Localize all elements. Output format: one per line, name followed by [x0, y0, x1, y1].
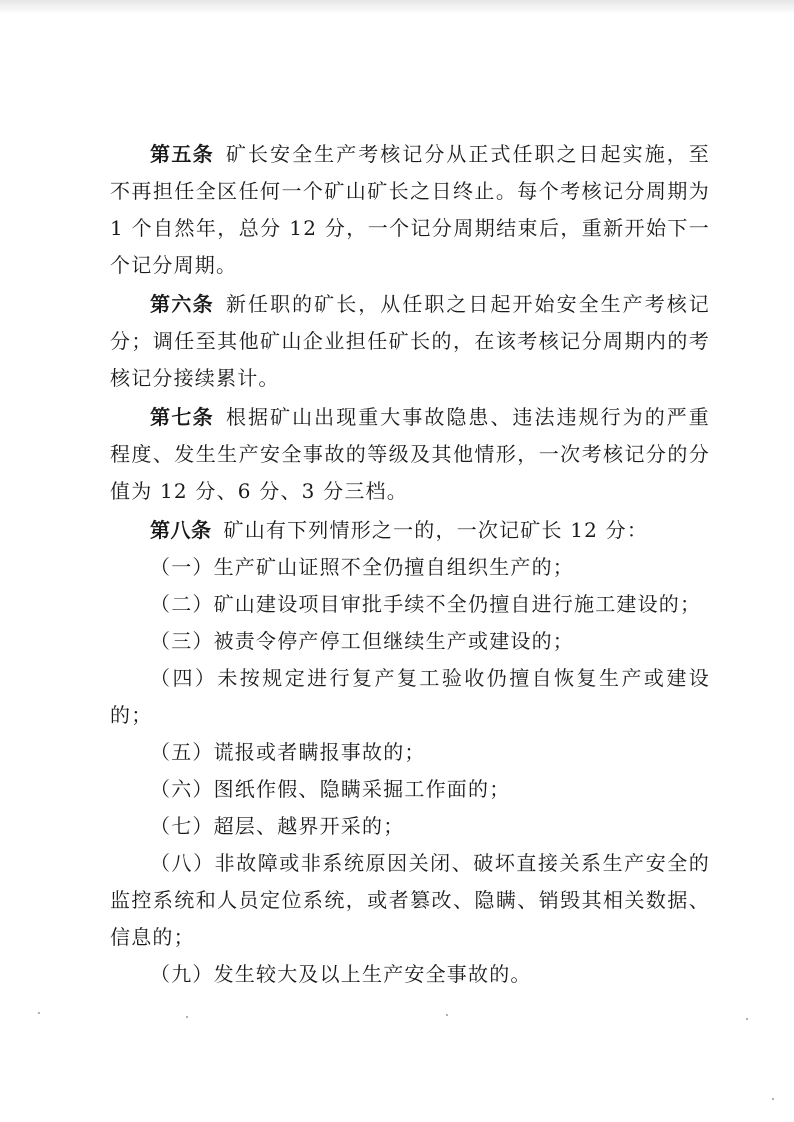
list-item: （九）发生较大及以上生产安全事故的。 [150, 962, 532, 986]
scan-speck [186, 1016, 188, 1018]
article-8 [110, 512, 710, 549]
article-5 [110, 136, 710, 284]
article-text: 新任职的矿长，从任职之日起开始安全生产考核记分；调任至其他矿山企业担任矿长的，在该考核记分周期内的考核记分接续累计。 [110, 292, 710, 390]
scan-speck [446, 1014, 448, 1016]
article-7 [110, 399, 710, 510]
scan-speck [38, 1012, 40, 1014]
list-item: （三）被责令停产停工但继续生产或建设的； [150, 629, 574, 653]
article-label: 第六条 [150, 292, 215, 316]
list-item: （二）矿山建设项目审批手续不全仍擅自进行施工建设的； [150, 592, 702, 616]
article-text: 矿山有下列情形之一的，一次记矿长 12 分： [223, 518, 649, 542]
article-6 [110, 286, 710, 397]
scan-speck [772, 1098, 774, 1100]
list-item: （六）图纸作假、隐瞒采掘工作面的； [150, 777, 511, 801]
list-item: （四）未按规定进行复产复工验收仍擅自恢复生产或建设的； [110, 666, 710, 727]
document-body [110, 136, 710, 993]
article-label: 第七条 [150, 405, 215, 429]
article-text: 矿长安全生产考核记分从正式任职之日起实施，至不再担任全区任何一个矿山矿长之日终止。每个考核记分周期为 1 个自然年，总分 12 分，一个记分周期结束后，重新开始下一个记分周期。 [110, 142, 710, 277]
article-label: 第五条 [150, 142, 215, 166]
list-item: （八）非故障或非系统原因关闭、破坏直接关系生产安全的监控系统和人员定位系统，或者篡改、隐瞒、销毁其相关数据、信息的； [110, 851, 710, 949]
scan-edge-shadow [0, 0, 794, 14]
article-text: 根据矿山出现重大事故隐患、违法违规行为的严重程度、发生生产安全事故的等级及其他情形，一次考核记分的分值为 12 分、6 分、3 分三档。 [110, 405, 710, 503]
article-label: 第八条 [150, 518, 212, 542]
list-item: （七）超层、越界开采的； [150, 814, 405, 838]
list-item: （五）谎报或者瞒报事故的； [150, 740, 426, 764]
list-item: （一）生产矿山证照不全仍擅自组织生产的； [150, 555, 574, 579]
scan-speck [746, 1018, 748, 1020]
